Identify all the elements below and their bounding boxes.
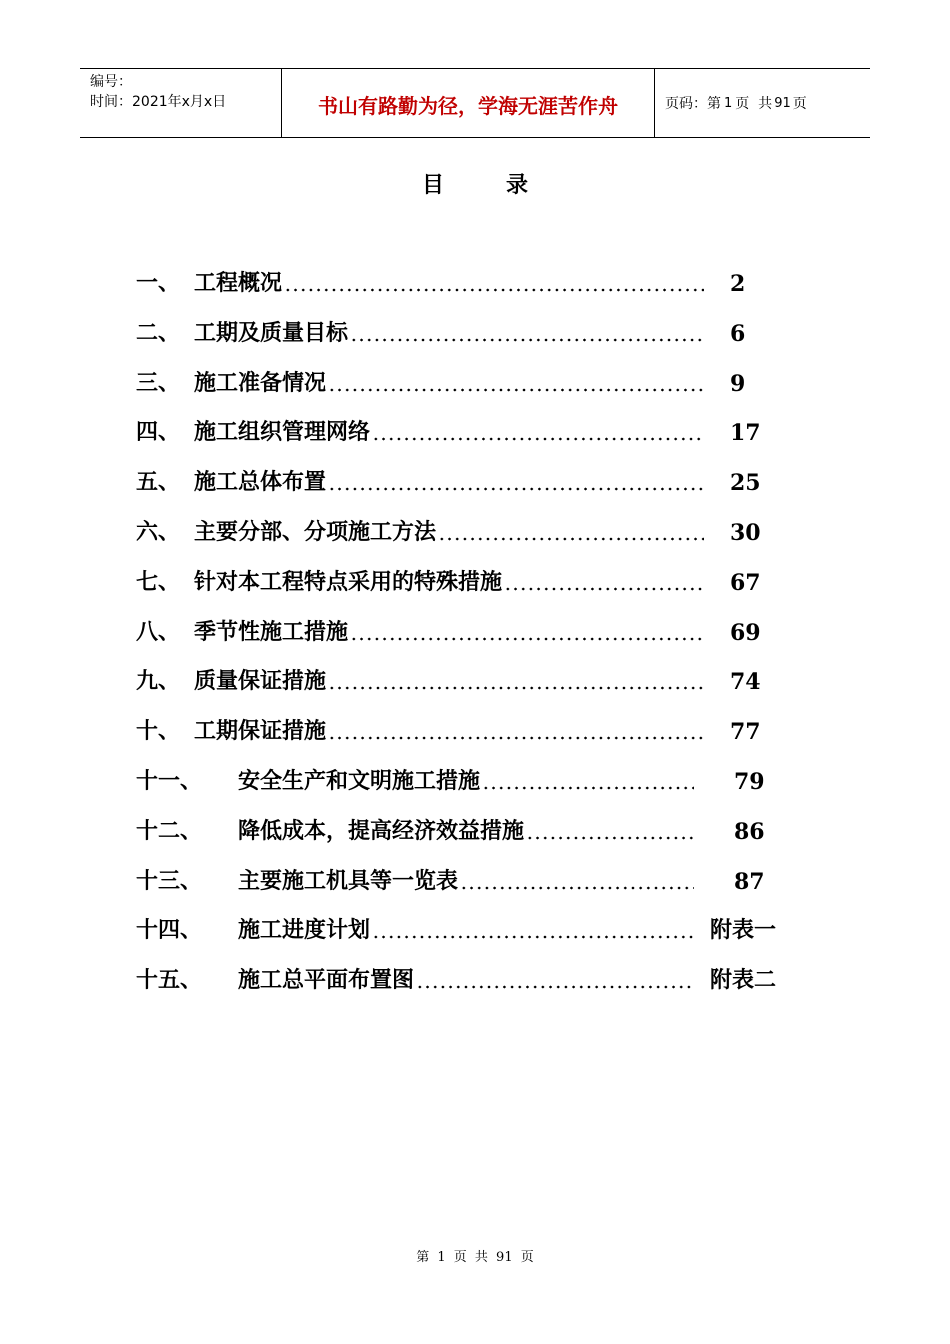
toc-entry[interactable]: [136, 814, 816, 864]
page-footer: 第 1 页 共 91 页: [416, 1250, 534, 1265]
toc-entry-page: 30: [730, 519, 761, 546]
toc-entry[interactable]: [136, 366, 816, 416]
toc-entry-leader-dots: [350, 316, 704, 352]
toc-entry[interactable]: [136, 415, 816, 465]
toc-entry-number: 十一、: [136, 768, 203, 794]
toc-entry-page: 69: [730, 619, 761, 646]
toc-entry[interactable]: [136, 664, 816, 714]
toc-entry-number: 十、: [136, 719, 181, 745]
toc-entry-title: 降低成本，提高经济效益措施: [238, 818, 525, 844]
toc-entry-title: 主要分部、分项施工方法: [194, 519, 437, 545]
toc-entry[interactable]: [136, 864, 816, 914]
toc-entry-title: 针对本工程特点采用的特殊措施: [194, 569, 503, 595]
toc-entry-title: 主要施工机具等一览表: [238, 868, 459, 894]
toc-entry-page: 86: [734, 818, 765, 845]
toc-entry-leader-dots: [328, 664, 704, 700]
page-info-suffix: 页: [792, 96, 807, 112]
toc-entry-number: 十四、: [136, 918, 203, 944]
toc-entry-title: 质量保证措施: [194, 669, 327, 695]
toc-entry-number: 二、: [136, 320, 181, 346]
toc-entry-title: 施工进度计划: [238, 918, 371, 944]
header-page-cell: [655, 69, 870, 137]
toc-entry-leader-dots: [416, 963, 694, 999]
toc-entry-leader-dots: [438, 515, 704, 551]
toc-entry[interactable]: [136, 714, 816, 764]
toc-entry-page: 附表二: [710, 968, 777, 994]
toc-entry[interactable]: [136, 963, 816, 1013]
toc-entry-number: 十三、: [136, 868, 203, 894]
toc-entry-page: 79: [734, 768, 765, 795]
toc-entry-leader-dots: [482, 764, 694, 800]
toc-entry-number: 一、: [136, 271, 181, 296]
toc-entry-title: 施工总平面布置图: [238, 968, 415, 994]
toc-entry[interactable]: [136, 266, 816, 316]
toc-title-char-1: 目: [421, 173, 444, 198]
toc-entry-page: 9: [730, 370, 746, 397]
toc-entry-number: 十二、: [136, 818, 203, 844]
page-total: 91: [774, 95, 791, 111]
toc-entry-leader-dots: [328, 465, 704, 501]
toc-entry[interactable]: [136, 615, 816, 665]
toc-entry-number: 十五、: [136, 968, 203, 994]
toc-title: [0, 168, 950, 199]
toc-title-char-2: 录: [506, 173, 529, 198]
toc-entry-title: 施工总体布置: [194, 470, 327, 496]
toc-entry-page: 74: [730, 669, 761, 696]
toc-entry-title: 工期保证措施: [194, 719, 327, 745]
document-header: [80, 68, 870, 138]
toc-entry-number: 八、: [136, 619, 181, 645]
toc-entry-number: 六、: [136, 519, 181, 545]
toc-entry[interactable]: [136, 515, 816, 565]
motto-text: 书山有路勤为径，学海无涯苦作舟: [318, 93, 618, 118]
toc-entry-page: 2: [730, 271, 746, 297]
header-motto-cell: [282, 69, 655, 137]
toc-entry-number: 九、: [136, 669, 181, 695]
page-info-mid: 页 共: [735, 96, 773, 112]
toc-entry-leader-dots: [328, 366, 704, 402]
time-label: 时间：2021年x月x日: [90, 94, 227, 110]
toc-entry[interactable]: [136, 913, 816, 963]
toc-entry-title: 施工组织管理网络: [194, 420, 371, 446]
toc-entry-leader-dots: [504, 565, 704, 601]
toc-entry-leader-dots: [372, 415, 704, 451]
toc-entry-leader-dots: [350, 615, 704, 651]
toc-entry-page: 25: [730, 470, 761, 497]
toc-entry-number: 四、: [136, 420, 181, 446]
toc-entry-title: 工期及质量目标: [194, 320, 349, 346]
toc-entry-leader-dots: [460, 864, 694, 900]
toc-entry-page: 6: [730, 320, 746, 347]
toc-entry-page: 87: [734, 868, 765, 895]
toc-entry-page: 附表一: [710, 918, 777, 944]
toc-entry-number: 五、: [136, 470, 181, 496]
toc-entry-title: 季节性施工措施: [194, 619, 349, 645]
toc-entry-leader-dots: [284, 266, 704, 302]
toc-entry[interactable]: [136, 764, 816, 814]
toc-entry-page: 67: [730, 569, 761, 596]
header-meta-cell: [80, 69, 282, 137]
number-label: 编号：: [90, 74, 132, 90]
toc-entry-title: 施工准备情况: [194, 370, 327, 396]
page-info-prefix: 页码：第: [665, 96, 721, 112]
table-of-contents: [136, 266, 816, 1013]
toc-entry-number: 七、: [136, 569, 181, 595]
toc-entry-number: 三、: [136, 370, 181, 396]
toc-entry-leader-dots: [328, 714, 704, 750]
toc-entry-page: 17: [730, 420, 761, 447]
toc-entry-leader-dots: [372, 913, 694, 949]
toc-entry-title: 工程概况: [194, 271, 283, 296]
toc-entry[interactable]: [136, 465, 816, 515]
toc-entry[interactable]: [136, 565, 816, 615]
toc-entry-leader-dots: [526, 814, 694, 850]
page-current: 1: [724, 95, 733, 111]
toc-entry[interactable]: [136, 316, 816, 366]
toc-entry-title: 安全生产和文明施工措施: [238, 768, 481, 794]
toc-entry-page: 77: [730, 719, 761, 746]
